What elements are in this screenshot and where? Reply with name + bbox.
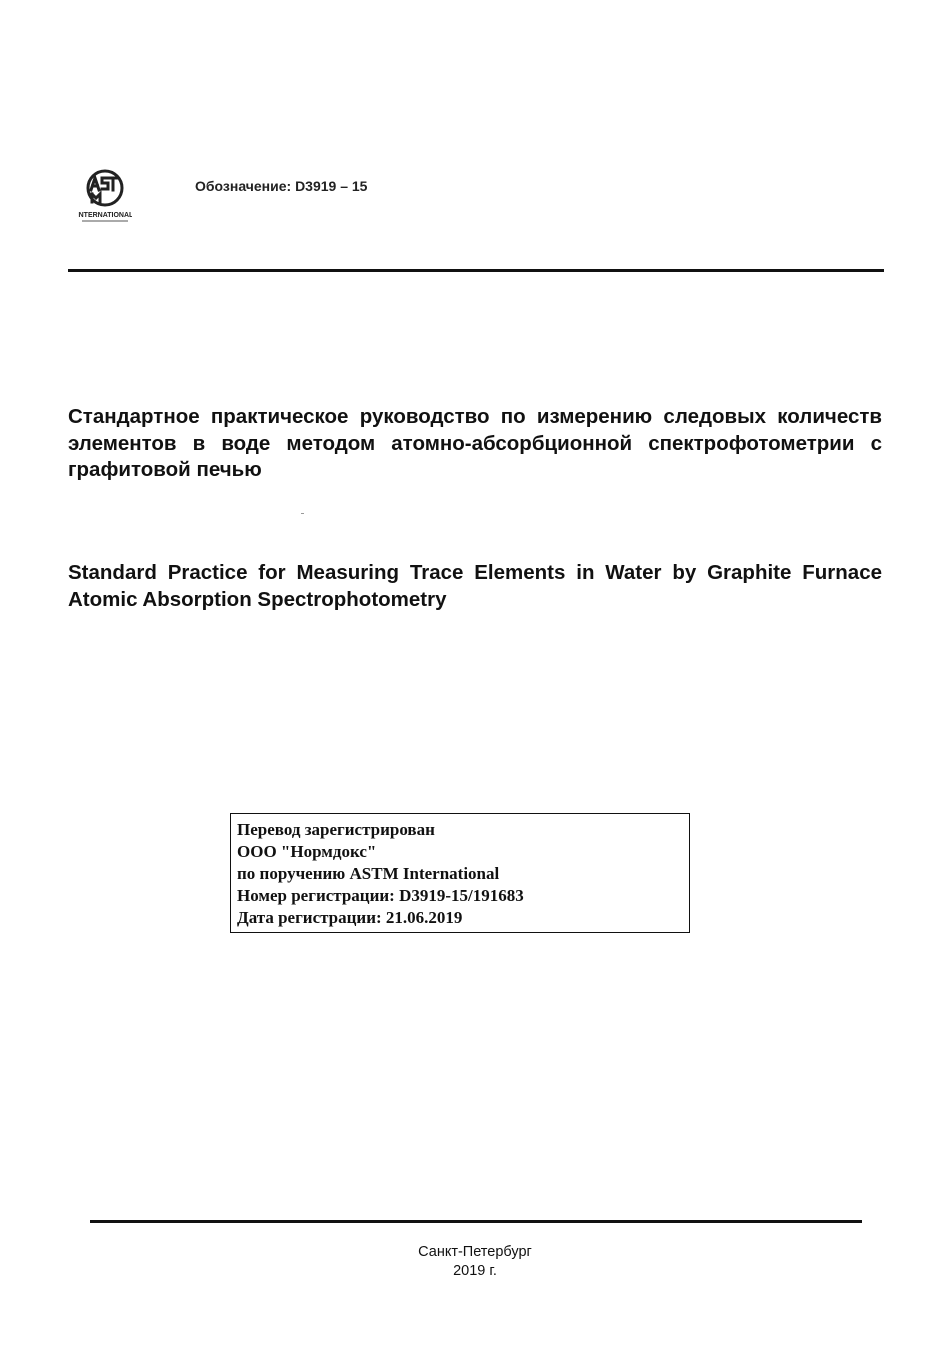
registration-box <box>230 813 690 933</box>
speck-mark <box>301 513 304 514</box>
title-english: Standard Practice for Measuring Trace Elements in Water by Graphite Furnace Atomic Absorption Spectrophotometry <box>68 561 882 611</box>
top-divider <box>68 269 884 272</box>
bottom-divider <box>90 1220 862 1223</box>
footer-year: 2019 г. <box>453 1263 497 1279</box>
astm-logo-icon <box>78 166 132 224</box>
registration-line: ООО "Нормдокс" <box>237 842 377 861</box>
title-russian: Стандартное практическое руководство по измерению следовых количеств элементов в воде методом атомно-абсорбционной спектрофотометрии с графитовой печью <box>68 405 882 481</box>
registration-line: Перевод зарегистрирован <box>237 820 435 839</box>
registration-line: Дата регистрации: 21.06.2019 <box>237 908 463 927</box>
registration-line: по поручению ASTM International <box>237 864 500 883</box>
logo-text: INTERNATIONAL <box>78 212 132 219</box>
footer-city: Санкт-Петербург <box>418 1244 532 1260</box>
designation: Обозначение: D3919 – 15 <box>195 178 368 194</box>
registration-line: Номер регистрации: D3919-15/191683 <box>237 886 524 905</box>
